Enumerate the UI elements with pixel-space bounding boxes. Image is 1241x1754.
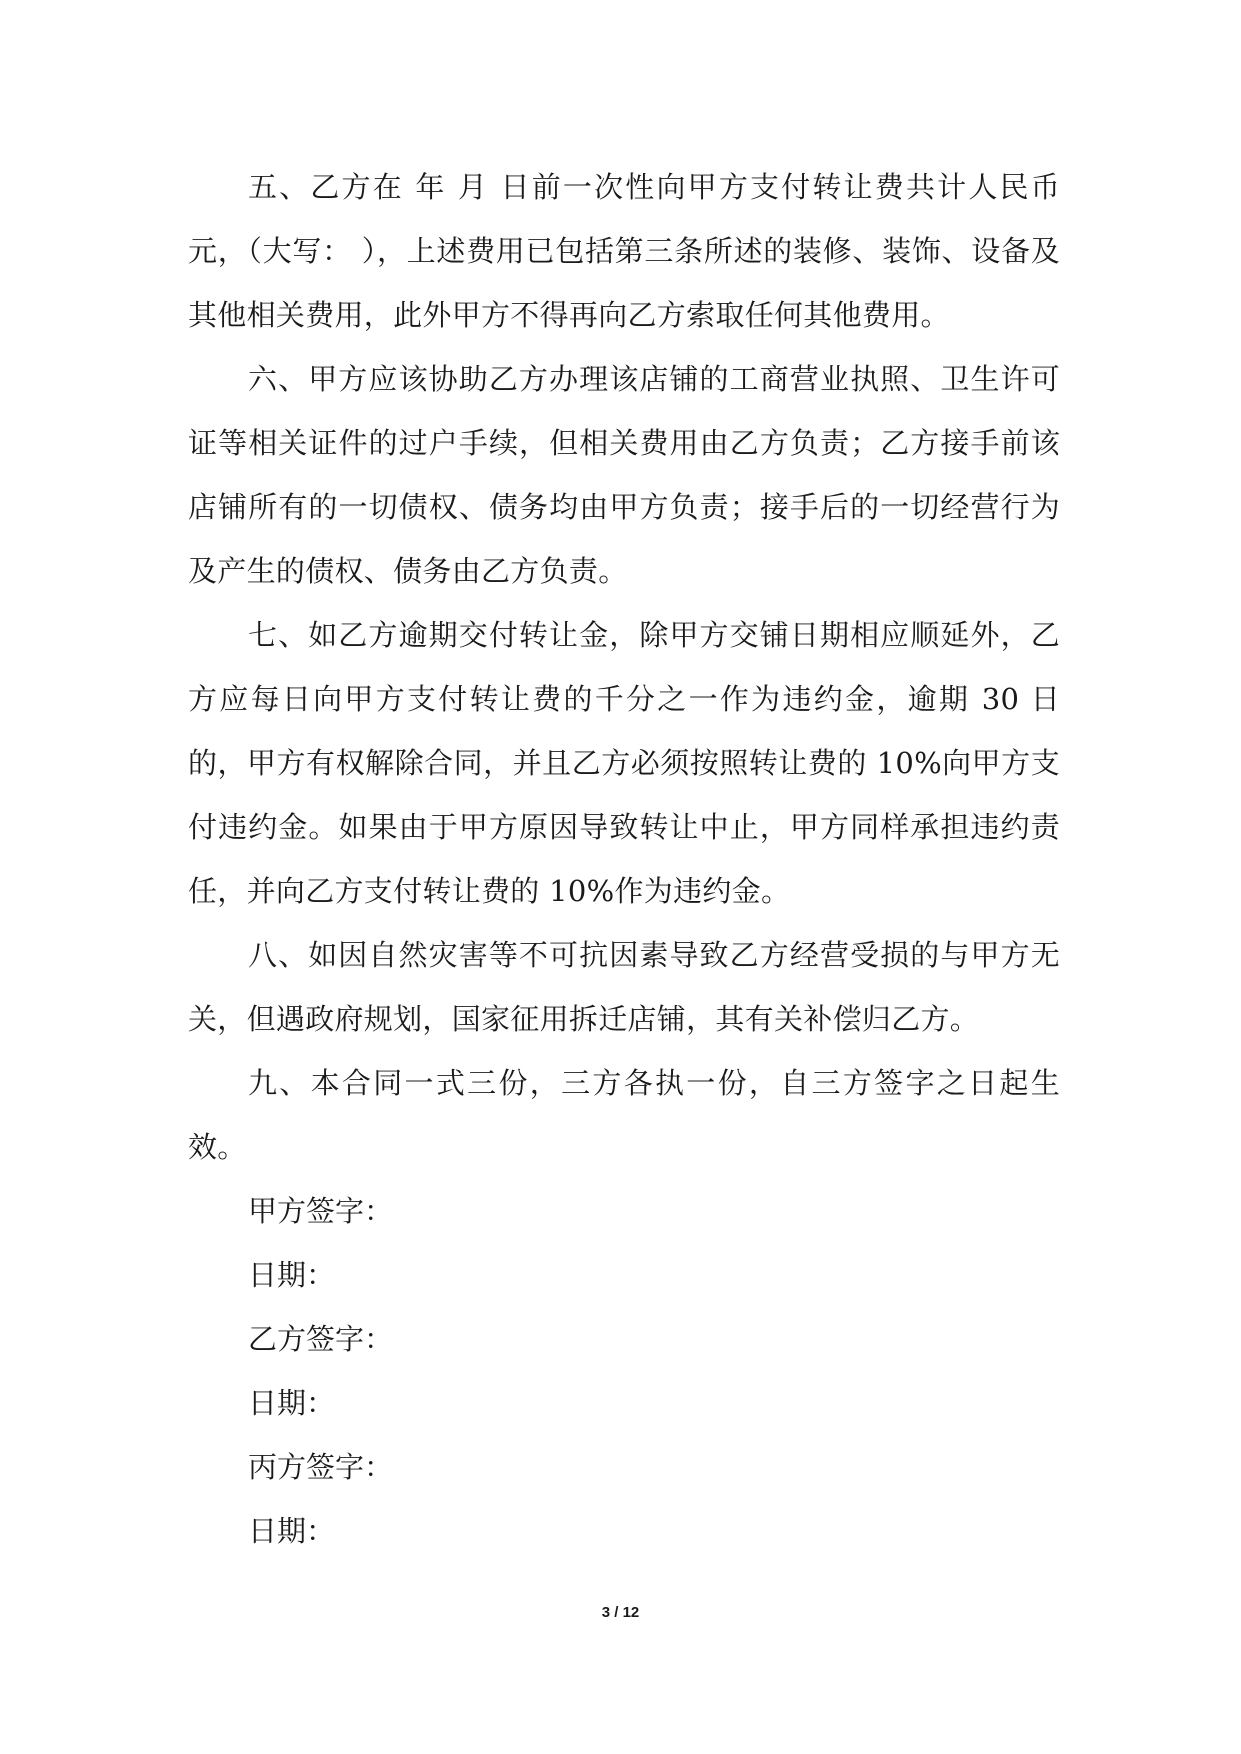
party-a-date: 日期： — [248, 1258, 336, 1292]
clause-9: 九、本合同一式三份，三方各执一份，自三方签字之日起生效。 — [188, 1066, 1060, 1164]
clause-7: 七、如乙方逾期交付转让金，除甲方交铺日期相应顺延外，乙方应每日向甲方支付转让费的千分之一作为违约金，逾期 30 日的，甲方有权解除合同，并且乙方必须按照转让费的 10%向甲方支付违约金。如果由于甲方原因导致转让中止，甲方同样承担违约责任，并向乙方支付转让费的 10%作为违约金。 — [188, 618, 1060, 908]
clause-5: 五、乙方在 年 月 日前一次性向甲方支付转让费共计人民币 元，（大写： ），上述费用已包括第三条所述的装修、装饰、设备及其他相关费用，此外甲方不得再向乙方索取任何其他费用。 — [188, 170, 1060, 332]
clause-8: 八、如因自然灾害等不可抗因素导致乙方经营受损的与甲方无关，但遇政府规划，国家征用拆迁店铺，其有关补偿归乙方。 — [188, 938, 1060, 1036]
party-b-signature: 乙方签字： — [248, 1322, 394, 1356]
document-body — [188, 155, 1060, 1563]
party-c-date: 日期： — [248, 1514, 336, 1548]
party-b-date: 日期： — [248, 1386, 336, 1420]
clause-6: 六、甲方应该协助乙方办理该店铺的工商营业执照、卫生许可证等相关证件的过户手续，但相关费用由乙方负责；乙方接手前该店铺所有的一切债权、债务均由甲方负责；接手后的一切经营行为及产生的债权、债务由乙方负责。 — [188, 362, 1060, 588]
party-a-signature: 甲方签字： — [248, 1194, 394, 1228]
signature-block — [188, 1179, 1060, 1563]
page-number: 3 / 12 — [601, 1604, 640, 1621]
party-c-signature: 丙方签字： — [248, 1450, 394, 1484]
